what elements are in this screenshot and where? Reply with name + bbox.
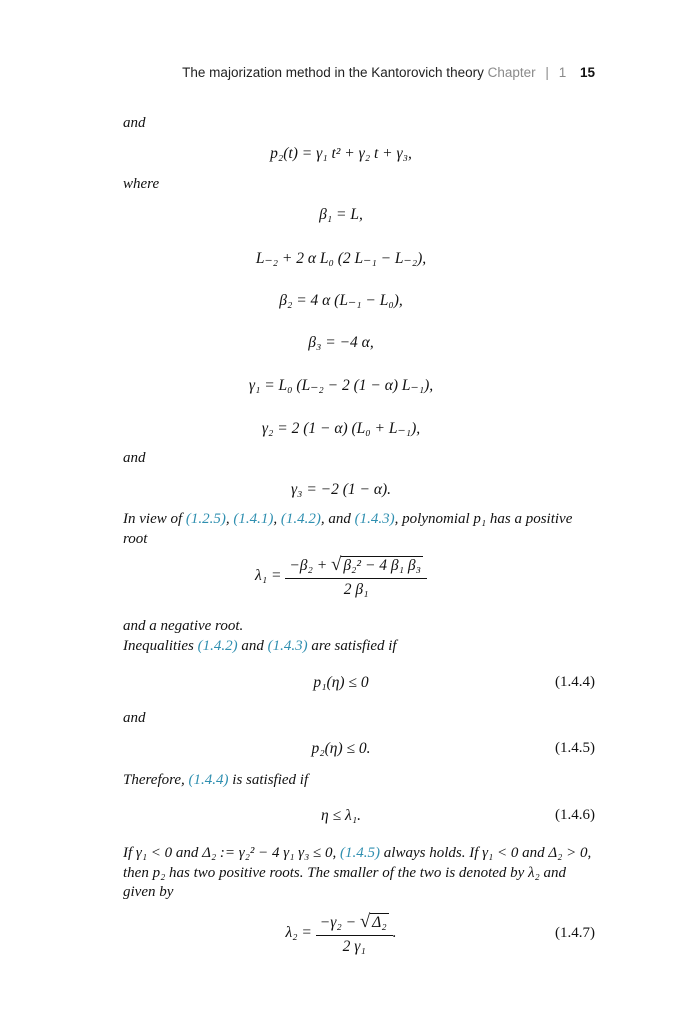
- ref-link[interactable]: (1.4.5): [340, 845, 381, 861]
- running-title: The majorization method in the Kantorovich theory: [182, 65, 484, 80]
- ref-link[interactable]: (1.4.2): [280, 511, 321, 527]
- equation-gamma1: γ₁ = L₀ (L₋₂ − 2 (1 − α) L₋₁),: [248, 377, 434, 394]
- ref-link[interactable]: (1.4.3): [354, 511, 395, 527]
- text-and: and: [123, 115, 146, 131]
- paragraph-if: If γ₁ < 0 and Δ₂ := γ₂² − 4 γ₁ γ₃ ≤ 0, (1.4.5) always holds. If γ₁ < 0 and Δ₂ > 0, then p₂ has two positive roots. The smaller of the two is denoted by λ₂ and given by: [123, 845, 592, 900]
- paragraph-in-view: In view of (1.2.5), (1.4.1), (1.4.2), and (1.4.3), polynomial p₁ has a positive root: [123, 511, 573, 547]
- paragraph-therefore: Therefore, (1.4.4) is satisfied if: [123, 772, 309, 788]
- ref-link[interactable]: (1.4.3): [267, 637, 308, 654]
- equation-lambda2: λ₂ = $\frac{\text{−γ₂ − √ Δ₂}}{\text{2 γ₁}}$ .: [285, 911, 397, 955]
- lambda2-numerator: −γ₂ − √ Δ₂: [316, 911, 393, 936]
- lambda2-denominator: 2 γ₁: [342, 938, 366, 955]
- paragraph-negative-root: and a negative root. Inequalities (1.4.2) and (1.4.3) are satisfied if: [123, 618, 397, 654]
- text-and: and: [123, 450, 146, 466]
- lambda2-fraction: [316, 911, 393, 956]
- running-header: [182, 65, 595, 80]
- equation-number: (1.4.6): [555, 807, 595, 823]
- chapter-number: 1: [558, 65, 567, 80]
- equation-number: (1.4.4): [555, 674, 595, 690]
- equation-gamma2: γ₂ = 2 (1 − α) (L₀ + L₋₁),: [261, 420, 421, 437]
- chapter-label: Chapter: [487, 65, 536, 80]
- equation-gamma3: γ₃ = −2 (1 − α).: [290, 481, 392, 498]
- text-where: where: [123, 176, 160, 192]
- lambda1-fraction: [285, 554, 427, 599]
- equation-l-expr: L₋₂ + 2 α L₀ (2 L₋₁ − L₋₂),: [255, 250, 427, 267]
- ref-link[interactable]: (1.4.4): [188, 772, 229, 788]
- lambda1-denominator: 2 β₁: [343, 581, 369, 598]
- ref-link[interactable]: (1.2.5): [185, 511, 226, 527]
- equation-beta2: β₂ = 4 α (L₋₁ − L₀),: [279, 292, 403, 309]
- equation-number: (1.4.5): [555, 740, 595, 756]
- ref-link[interactable]: (1.4.1): [233, 511, 274, 527]
- equation-lambda1: λ₁ = $\frac{\text{−β₂ + √ β₂² − 4 β₁ β₃}}{\text{2 β₁}}$: [0, 554, 682, 599]
- equation-1-4-4: p₁(η) ≤ 0: [313, 674, 369, 691]
- sqrt-symbol: √: [331, 554, 342, 575]
- equation-beta3: β₃ = −4 α,: [308, 334, 374, 351]
- equation-p2: p₂(t) = γ₁ t² + γ₂ t + γ₃,: [270, 145, 412, 162]
- ref-link[interactable]: (1.4.2): [197, 637, 238, 654]
- equation-beta1: β₁ = L,: [319, 206, 363, 223]
- page-number: 15: [579, 65, 595, 80]
- sqrt-symbol: √: [359, 911, 371, 932]
- lambda1-numerator: −β₂ + √ β₂² − 4 β₁ β₃: [285, 554, 427, 579]
- equation-1-4-6: η ≤ λ₁.: [321, 807, 361, 824]
- equation-number: (1.4.7): [555, 925, 595, 941]
- text-and: and: [123, 710, 146, 726]
- header-separator: |: [545, 65, 549, 80]
- equation-1-4-5: p₂(η) ≤ 0.: [311, 740, 371, 757]
